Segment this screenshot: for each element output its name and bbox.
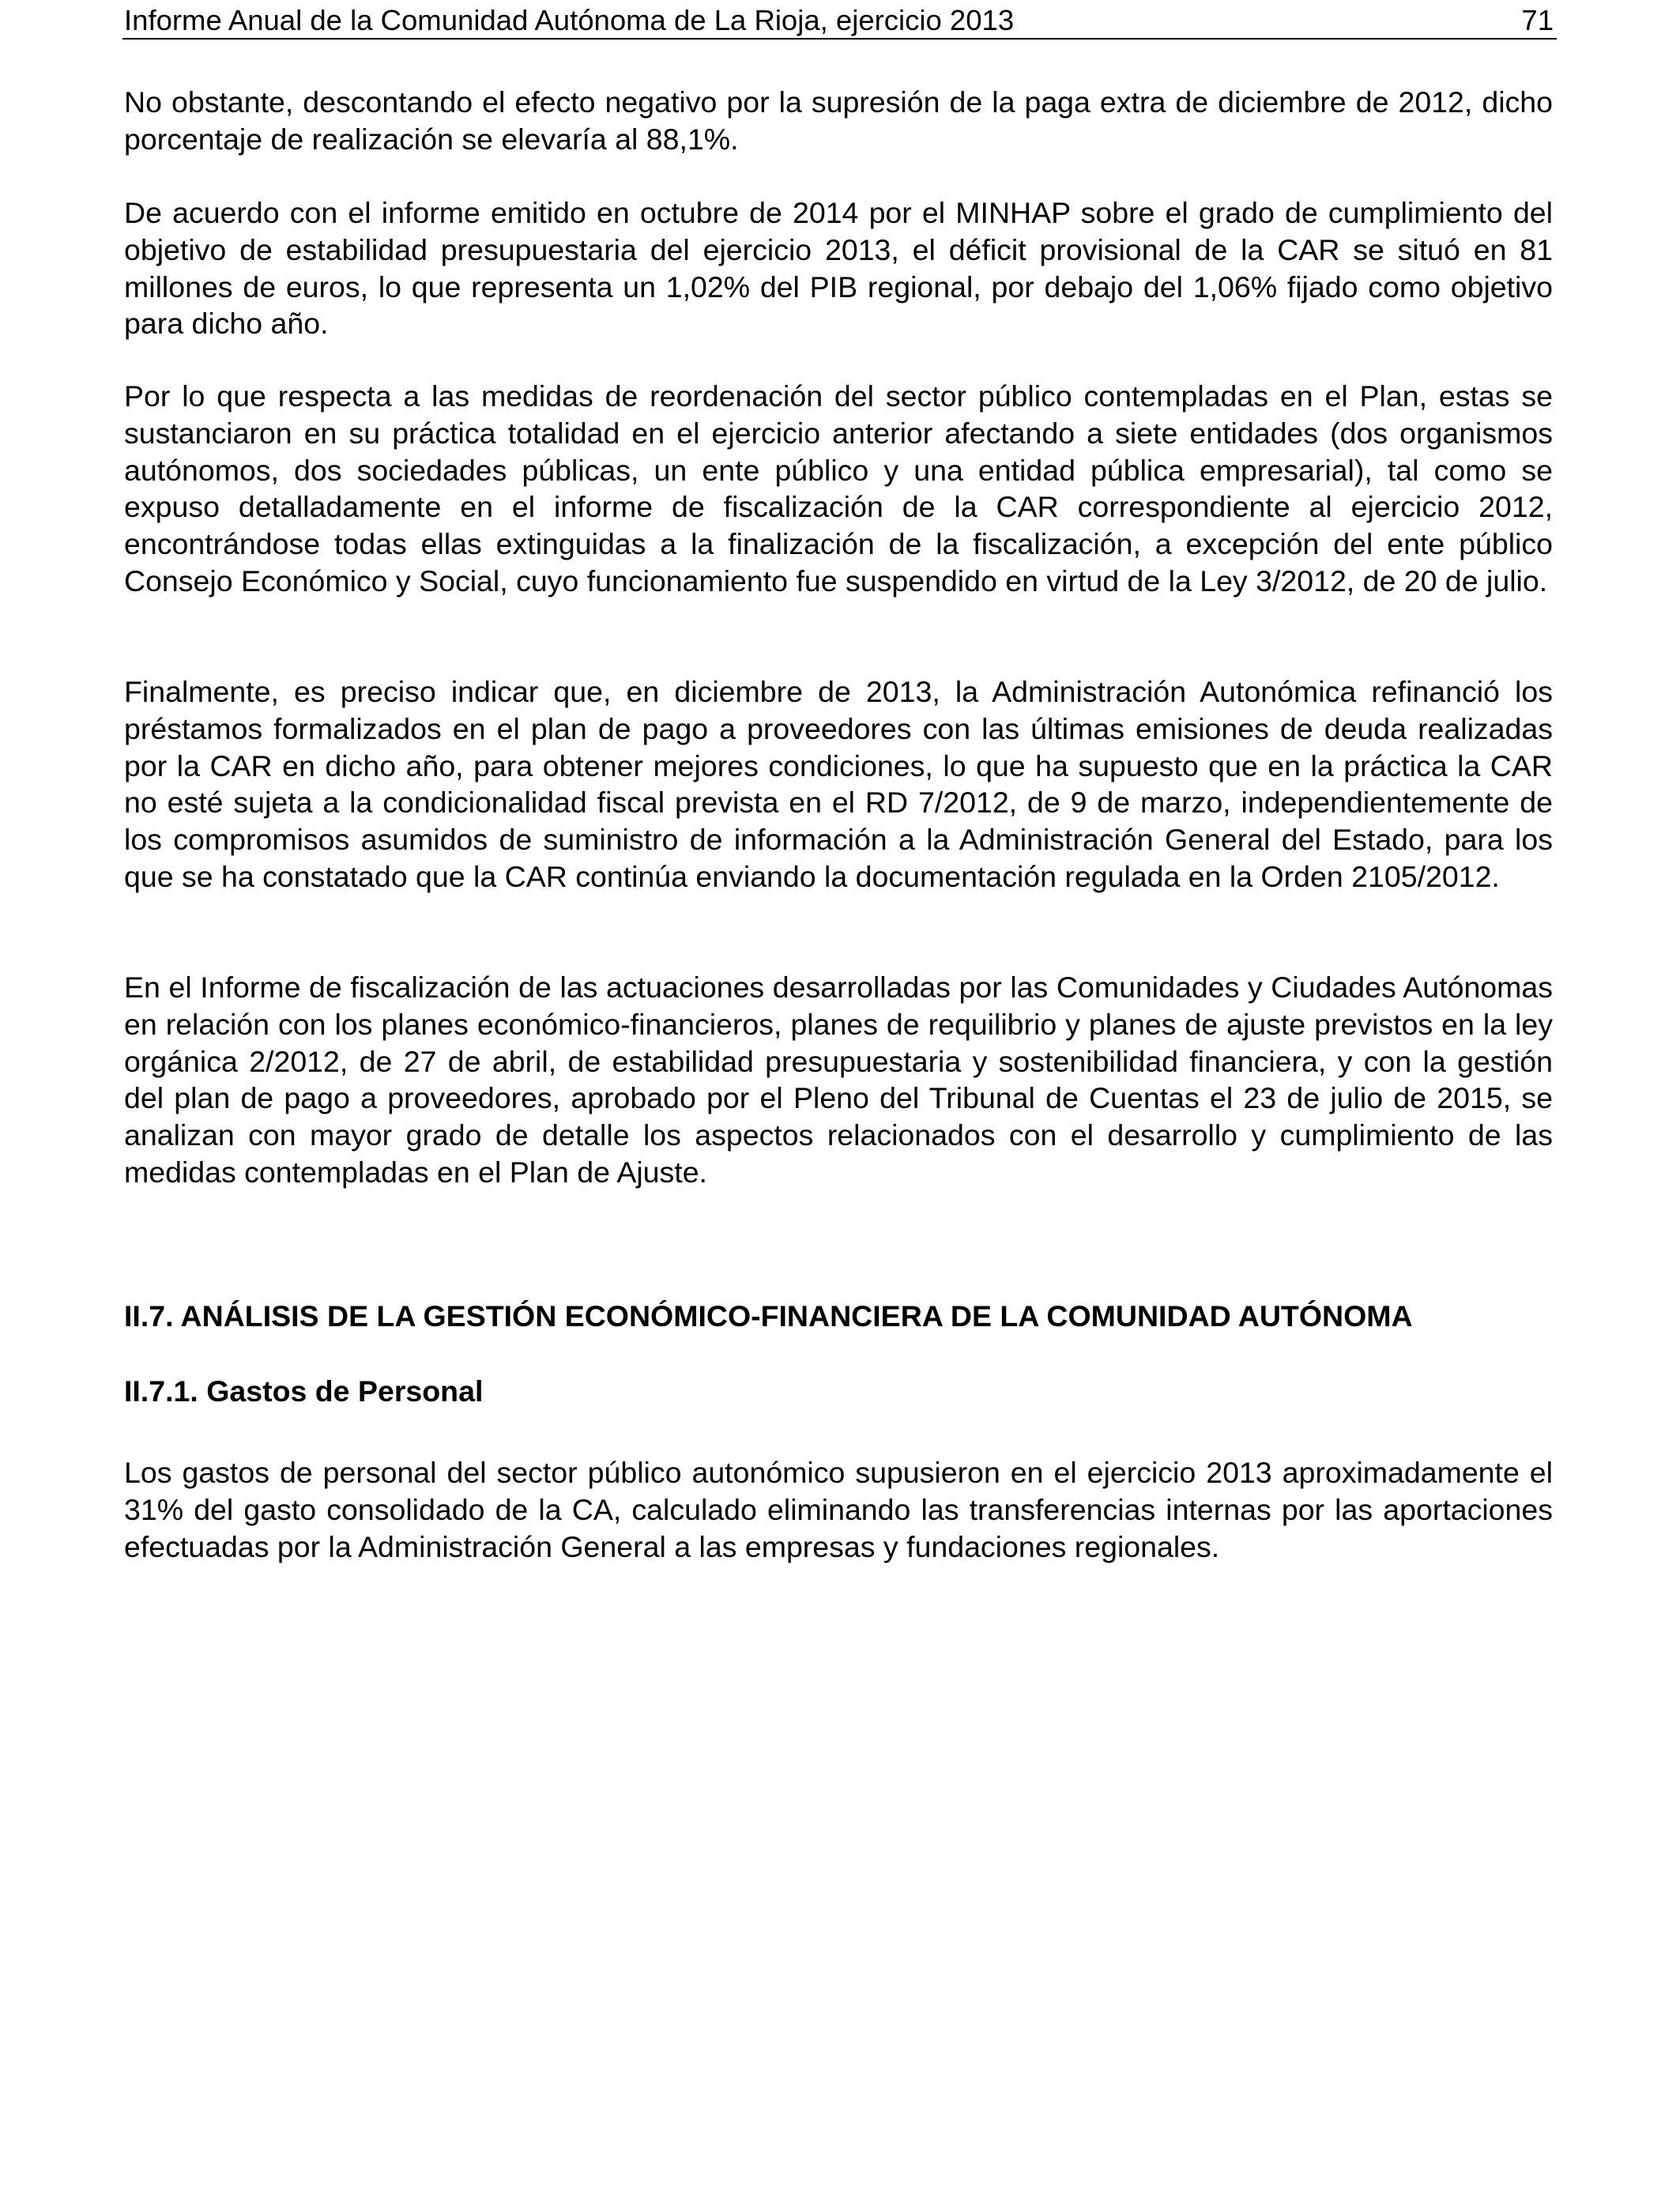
- header-title: Informe Anual de la Comunidad Autónoma de La Rioja, ejercicio 2013: [124, 4, 1015, 36]
- subsection-heading: II.7.1. Gastos de Personal: [124, 1374, 484, 1408]
- section-heading: II.7. ANÁLISIS DE LA GESTIÓN ECONÓMICO-FINANCIERA DE LA COMUNIDAD AUTÓNOMA: [124, 1299, 1413, 1333]
- paragraph-informe-fiscalizacion: En el Informe de fiscalización de las actuaciones desarrolladas por las Comunidades y Ciudades Autónomas en relación con los planes económico-financieros, planes de requilibrio y planes de ajuste previstos en la ley orgánica 2/2012, de 27 de abril, de estabilidad presupuestaria y sostenibilidad financiera, y con la gestión del plan de pago a proveedores, aprobado por el Pleno del Tribunal de Cuentas el 23 de julio de 2015, se analizan con mayor grado de detalle los aspectos relacionados con el desarrollo y cumplimiento de las medidas contempladas en el Plan de Ajuste.: [124, 971, 1553, 1189]
- paragraph-deficit: De acuerdo con el informe emitido en octubre de 2014 por el MINHAP sobre el grado de cumplimiento del objetivo de estabilidad presupuestaria del ejercicio 2013, el déficit provisional de la CAR se situó en 81 millones de euros, lo que representa un 1,02% del PIB regional, por debajo del 1,06% fijado como objetivo para dicho año.: [124, 196, 1553, 341]
- paragraph-gastos-personal: Los gastos de personal del sector público autonómico supusieron en el ejercicio 2013 aproximadamente el 31% del gasto consolidado de la CA, calculado eliminando las transferencias internas por las aportaciones efectuadas por la Administración General a las empresas y fundaciones regionales.: [124, 1456, 1553, 1563]
- running-header: [122, 3, 1557, 40]
- paragraph-reordenacion: Por lo que respecta a las medidas de reordenación del sector público contempladas en el Plan, estas se sustanciaron en su práctica totalidad en el ejercicio anterior afectando a siete entidades (dos organismos autónomos, dos sociedades públicas, un ente público y una entidad pública empresarial), tal como se expuso detalladamente en el informe de fiscalización de la CAR correspondiente al ejercicio 2012, encontrándose todas ellas extinguidas a la finalización de la fiscalización, a excepción del ente público Consejo Económico y Social, cuyo funcionamiento fue suspendido en virtud de la Ley 3/2012, de 20 de julio.: [124, 379, 1553, 598]
- page-number: 71: [1521, 4, 1554, 36]
- paragraph-refinanciacion: Finalmente, es preciso indicar que, en diciembre de 2013, la Administración Autonómica refinanció los préstamos formalizados en el plan de pago a proveedores con las últimas emisiones de deuda realizadas por la CAR en dicho año, para obtener mejores condiciones, lo que ha supuesto que en la práctica la CAR no esté sujeta a la condicionalidad fiscal prevista en el RD 7/2012, de 9 de marzo, independientemente de los compromisos asumidos de suministro de información a la Administración General del Estado, para los que se ha constatado que la CAR continúa enviando la documentación regulada en la Orden 2105/2012.: [124, 675, 1553, 893]
- paragraph-paga-extra: No obstante, descontando el efecto negativo por la supresión de la paga extra de diciembre de 2012, dicho porcentaje de realización se elevaría al 88,1%.: [124, 85, 1553, 156]
